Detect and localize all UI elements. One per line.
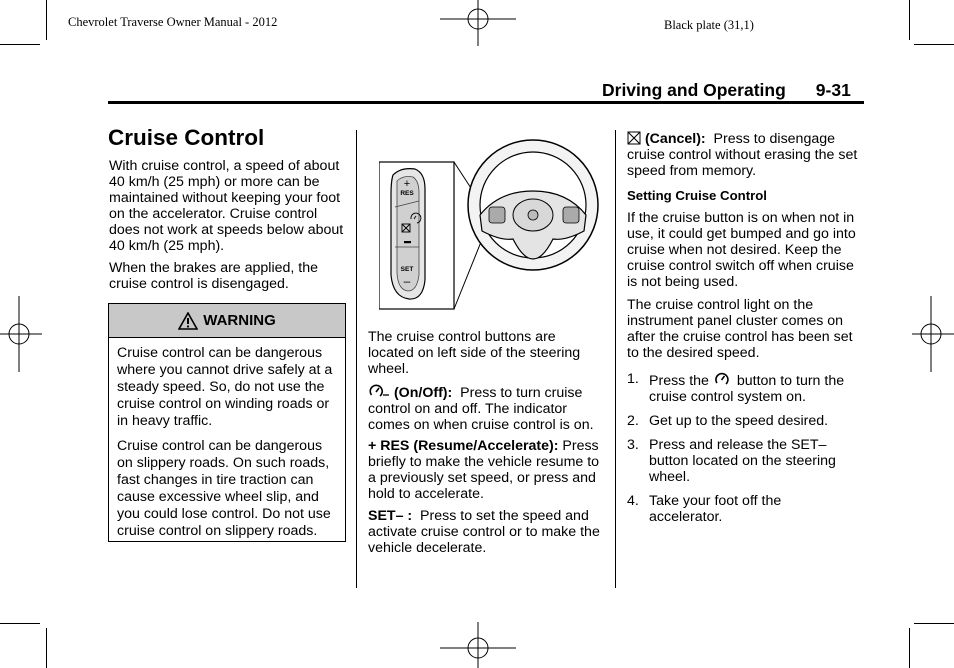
set-paragraph	[368, 508, 608, 556]
step-number: 2.	[627, 413, 639, 429]
registration-target-left	[0, 296, 42, 372]
page-number: 9-31	[815, 80, 851, 100]
registration-target-right	[912, 296, 954, 372]
setting-heading: Setting Cruise Control	[627, 188, 767, 203]
setting-steps-list	[627, 371, 863, 533]
list-item	[627, 493, 863, 525]
on-off-paragraph	[368, 383, 608, 433]
step-number: 1.	[627, 371, 639, 387]
warning-icon	[178, 312, 198, 330]
step-text: Take your foot off the accelerator.	[649, 493, 782, 525]
crop-mark	[0, 44, 40, 45]
step-text: Get up to the speed desired.	[649, 413, 829, 429]
column-divider	[615, 130, 616, 588]
registration-target-top	[440, 0, 516, 46]
plate-label: Black plate (31,1)	[664, 18, 754, 32]
step-text: Press and release the SET– button located on the steering wheel.	[649, 437, 836, 485]
warning-label: WARNING	[203, 312, 276, 329]
setting-paragraph-1: If the cruise button is on when not in use, it could get bumped and go into cruise when not desired. Keep the cruise control switch off when cruise is not being used.	[627, 210, 856, 290]
warning-box	[108, 303, 346, 542]
header-rule	[108, 101, 864, 104]
res-label: + RES (Resume/Accelerate):	[368, 438, 559, 454]
step-text: Press the	[649, 373, 709, 389]
crop-mark	[914, 623, 954, 624]
setting-paragraph-2: The cruise control light on the instrument panel cluster comes on after the cruise control has been set to the desired speed.	[627, 297, 853, 361]
minus-label: –	[403, 274, 411, 288]
intro-paragraph: With cruise control, a speed of about 40 km/h (25 mph) or more can be maintained without keeping your foot on the accelerator. Cruise control does not work at speeds below about 40 km/h (25 mph).	[109, 158, 344, 254]
set-label: SET– :	[368, 508, 413, 524]
manual-title: Chevrolet Traverse Owner Manual - 2012	[68, 15, 278, 29]
crop-mark	[909, 0, 910, 40]
brakes-paragraph: When the brakes are applied, the cruise control is disengaged.	[109, 260, 319, 292]
crop-mark	[46, 0, 47, 40]
step-number: 3.	[627, 437, 639, 453]
buttons-intro-paragraph: The cruise control buttons are located on left side of the steering wheel.	[368, 329, 581, 377]
crop-mark	[909, 628, 910, 668]
cruise-on-off-icon	[368, 383, 390, 399]
cancel-text: Press to disengage cruise control without erasing the set speed from memory.	[627, 131, 858, 179]
cruise-on-off-icon	[713, 371, 733, 387]
column-divider	[356, 130, 357, 588]
crop-mark	[0, 623, 40, 624]
cancel-label: (Cancel):	[644, 131, 706, 147]
crop-mark	[914, 44, 954, 45]
list-item	[627, 437, 863, 485]
list-item	[627, 413, 863, 429]
step-text: button to turn the cruise control system on.	[649, 373, 845, 405]
res-paragraph	[368, 438, 608, 502]
warning-paragraph: Cruise control can be dangerous where you cannot drive safely at a steady speed. So, do not use the cruise control on winding roads or in heavy traffic.	[117, 345, 333, 429]
on-off-label: (On/Off):	[393, 385, 453, 401]
list-item	[627, 371, 863, 405]
set-text: Press to set the speed and activate cruise control or to make the vehicle decelerate.	[368, 508, 600, 556]
cancel-icon	[627, 131, 641, 145]
crop-mark	[46, 628, 47, 668]
step-number: 4.	[627, 493, 639, 509]
on-off-text: Press to turn cruise control on and off. The indicator comes on when cruise control is on.	[368, 385, 594, 433]
res-text: Press briefly to make the vehicle resume to a previously set speed, or press and hold to accelerate.	[368, 438, 600, 502]
section-title: Driving and Operating	[602, 80, 786, 100]
warning-header	[109, 304, 345, 338]
page-title: Cruise Control	[108, 125, 265, 150]
registration-target-bottom	[440, 622, 516, 668]
res-label: RES	[400, 190, 414, 197]
warning-body	[109, 338, 345, 540]
warning-paragraph: Cruise control can be dangerous on slippery roads. On such roads, fast changes in tire traction can cause excessive wheel slip, and you could lose control. Do not use cruise control on slippery roads.	[117, 438, 331, 539]
section-header	[602, 80, 851, 101]
set-label: SET	[400, 266, 414, 273]
plus-label: +	[403, 178, 411, 190]
cancel-paragraph	[627, 131, 862, 179]
steering-wheel-illustration	[379, 135, 604, 311]
